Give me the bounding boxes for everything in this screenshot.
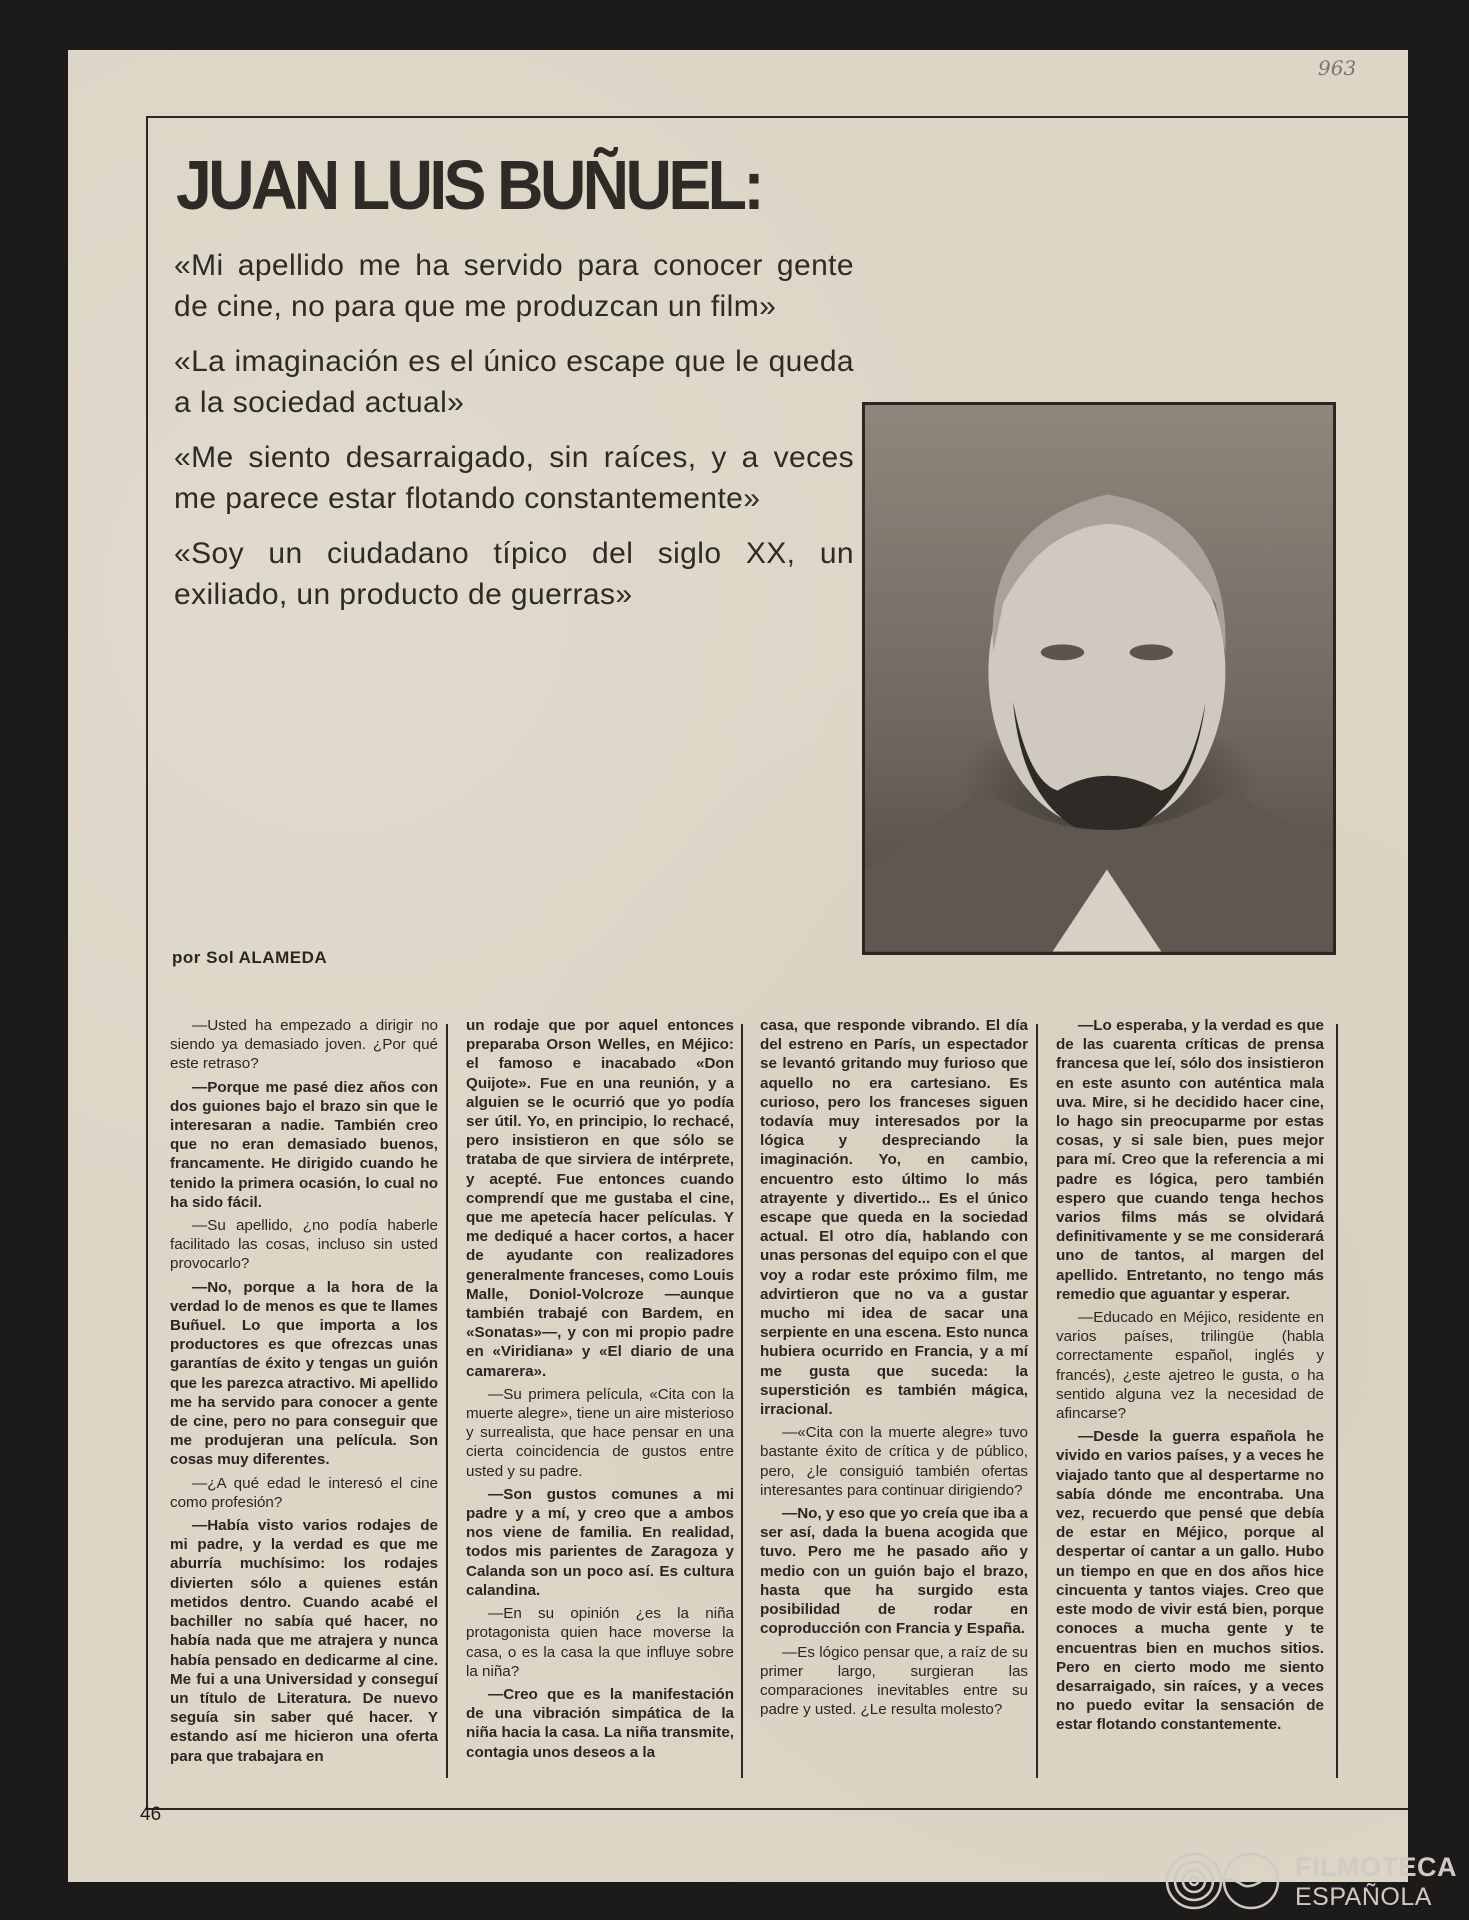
filmoteca-watermark xyxy=(1163,1850,1463,1912)
byline: por Sol ALAMEDA xyxy=(172,948,328,967)
pull-quote: «La imaginación es el único escape que le queda a la sociedad actual» xyxy=(174,345,854,419)
interview-answer: —Lo esperaba, y la verdad es que de las cuarenta críticas de prensa francesa que leí, sólo dos insistieron en este asunto con auténtica mala uva. Mire, si he decidido hacer cine, lo hago sin preocuparme por estas cosas, y si sale bien, pues mejor para mí. Creo que la referencia a mi padre es lógica, pero también espero que cuando tenga hechos varios films más se olvidará definitivamente y se me considerará uno de tantos, al margen del apellido. Entretanto, no tengo más remedio que aguantar y esperar. xyxy=(1056,1017,1324,1303)
interview-answer: un rodaje que por aquel entonces preparaba Orson Welles, en Méjico: el famoso e inacabado «Don Quijote». Fue en una reunión, y a alguien se le ocurrió que yo podía ser útil. Yo, en principio, lo rechacé, pero insistieron en que sólo se trataba de que sirviera de intérprete, y acepté. Fue entonces cuando comprendí que me gustaba el cine, que me apetecía hacer películas. Y me dediqué a hacer cortos, a hacer de ayudante con realizadores generalmente franceses, como Louis Malle, Doniol-Volcroze —aunque también trabajé con Bardem, en «Sonatas»—, y con mi propio padre en «Viridiana» y «El diario de una camarera». xyxy=(466,1017,734,1380)
column-2 xyxy=(466,1016,734,1766)
headline: JUAN LUIS BUÑUEL: xyxy=(176,146,762,224)
article-body xyxy=(170,1016,1350,1776)
interview-answer: casa, que responde vibrando. El día del estreno en París, un espectador se levantó gritando muy furioso que aquello no era cartesiano. Es curioso, pero los franceses siguen todavía muy interesados por la lógica y despreciando la imaginación. Yo, en cambio, encuentro esto último lo más atrayente y divertido... Es el único escape que queda en la sociedad actual. El otro día, hablando con unas personas del equipo con el que voy a rodar este próximo film, me advirtieron que no va a gustar mucho mi idea de sacar una serpiente en una escena. Esto nunca hubiera ocurrido en Francia, y a mí me gusta que suceda: la superstición es también mágica, irracional. xyxy=(760,1017,1028,1419)
column-1 xyxy=(170,1016,438,1770)
interview-answer: —Porque me pasé diez años con dos guiones bajo el brazo sin que le interesaran a nadie. También creo que no eran demasiado buenos, francamente. He dirigido cuando he tenido la primera ocasión, lo cual no ha sido fácil. xyxy=(170,1078,438,1211)
interview-question: —Su primera película, «Cita con la muerte alegre», tiene un aire misterioso y surrealista, que hace pensar en una cierta coincidencia de gustos entre usted y su padre. xyxy=(466,1385,734,1480)
pull-quote: «Mi apellido me ha servido para conocer gente de cine, no para que me produzcan un film» xyxy=(174,249,854,323)
column-3 xyxy=(760,1016,1028,1723)
interview-question: —«Cita con la muerte alegre» tuvo bastante éxito de crítica y de público, pero, ¿le consiguió también ofertas interesantes para continuar dirigiendo? xyxy=(760,1424,1028,1499)
interview-question: —¿A qué edad le interesó el cine como profesión? xyxy=(170,1474,438,1511)
column-4 xyxy=(1056,1016,1324,1739)
watermark-line2: ESPAÑOLA xyxy=(1295,1883,1432,1911)
portrait-illustration-icon xyxy=(865,405,1333,952)
frame-rule-bottom xyxy=(146,1808,1408,1810)
interview-answer: —Creo que es la manifestación de una vibración simpática de la niña hacia la casa. La niña transmite, contagia unos deseos a la xyxy=(466,1685,734,1761)
interview-answer: —Son gustos comunes a mi padre y a mí, y creo que a ambos nos viene de familia. En realidad, todos mis parientes de Zaragoza y Calanda son un poco así. Es cultura calandina. xyxy=(466,1485,734,1599)
interview-question: —Es lógico pensar que, a raíz de su primer largo, surgieran las comparaciones inevitables entre su padre y usted. ¿Le resulta molesto? xyxy=(760,1643,1028,1719)
interview-answer: —No, y eso que yo creía que iba a ser así, dada la buena acogida que tuvo. Pero me he pasado año y medio con un guión bajo el brazo, hasta que ha surgido esta posibilidad de rodar en coproducción con Francia y España. xyxy=(760,1505,1028,1638)
interview-question: —Su apellido, ¿no podía haberle facilitado las cosas, incluso sin usted provocarlo? xyxy=(170,1217,438,1273)
interview-answer: —No, porque a la hora de la verdad lo de menos es que te llames Buñuel. Lo que importa a los productores es que ofrezcas unas garantías de éxito y tengas un guión que les parezca atractivo. Mi apellido me ha servido para conocer a gente de cine, pero no para conseguir que me produjeran una película. Son cosas muy diferentes. xyxy=(170,1278,438,1469)
interview-question: —Usted ha empezado a dirigir no siendo ya demasiado joven. ¿Por qué este retraso? xyxy=(170,1017,438,1073)
portrait-photo xyxy=(862,402,1336,955)
watermark-line1: FILMOTECA xyxy=(1295,1852,1457,1882)
interview-answer: —Había visto varios rodajes de mi padre, y la verdad es que me aburría muchísimo: los rodajes divierten sólo a quienes están metidos dentro. Cuando acabé el bachiller no sabía qué hacer, no había nada que me atrajera y nunca había pensado en dedicarme al cine. Me fui a una Universidad y conseguí un título de Literatura. De nuevo seguía sin saber qué hacer. Y estando así me hicieron una oferta para que trabajara en xyxy=(170,1517,438,1765)
interview-question: —En su opinión ¿es la niña protagonista quien hace moverse la casa, o es la casa la que influye sobre la niña? xyxy=(466,1605,734,1680)
pull-quote: «Soy un ciudadano típico del siglo XX, un exiliado, un producto de guerras» xyxy=(174,537,854,611)
archive-mark: 963 xyxy=(1318,56,1357,80)
spiral-logo-icon xyxy=(1163,1850,1283,1912)
interview-question: —Educado en Méjico, residente en varios países, trilingüe (habla correctamente español, inglés y francés), ¿este ajetreo le gusta, o ha sentido alguna vez la necesidad de afincarse? xyxy=(1056,1309,1324,1423)
page-number: 46 xyxy=(140,1804,162,1825)
frame-rule-top xyxy=(146,116,1408,118)
pull-quotes xyxy=(174,245,854,629)
frame-rule-left xyxy=(146,116,148,1810)
pull-quote: «Me siento desarraigado, sin raíces, y a veces me parece estar flotando constantemente» xyxy=(174,441,854,515)
interview-answer: —Desde la guerra española he vivido en varios países, y a veces he viajado tanto que al despertarme no sabía dónde me encontraba. Una vez, recuerdo que pensé que debía de estar en Méjico, porque al despertar oí cantar a un gallo. Hubo un tiempo en que en dos años hice cincuenta y tantos viajes. Creo que este modo de vivir está bien, porque conoces a mucha gente y te encuentras bien en muchos sitios. Pero en cierto modo me siento desarraigado, sin raíces, y a veces no puedo evitar la sensación de estar flotando constantemente. xyxy=(1056,1428,1324,1734)
